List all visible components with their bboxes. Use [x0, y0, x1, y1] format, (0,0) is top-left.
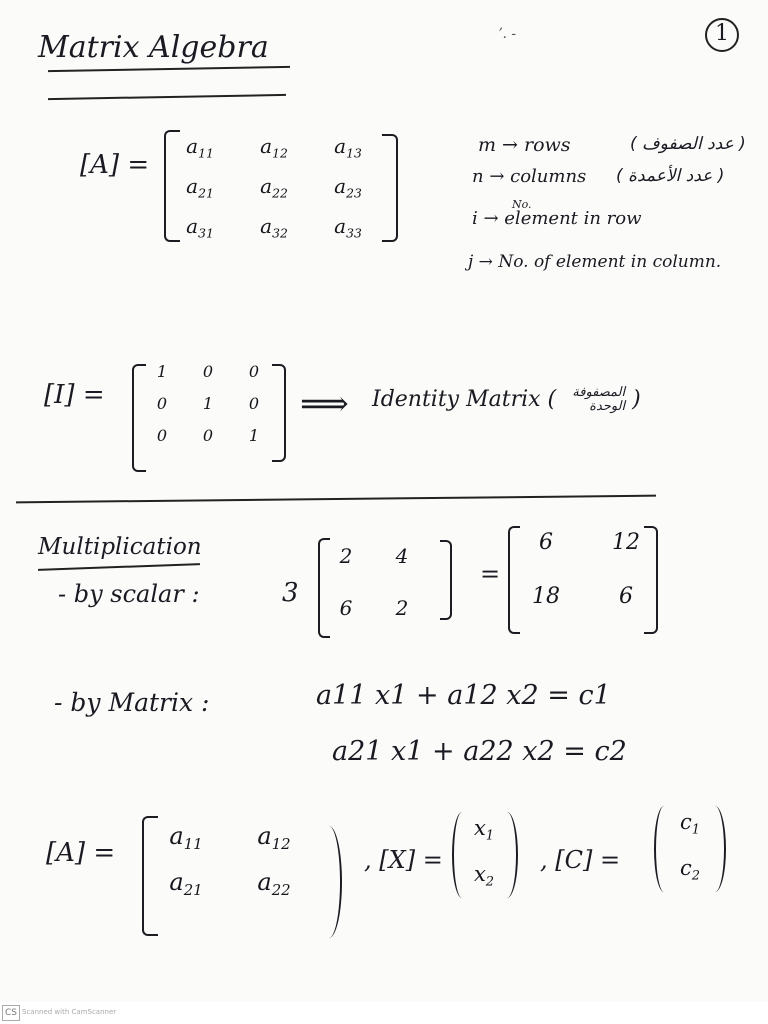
- matrix-cell: $a_{23}$: [334, 174, 362, 201]
- equation-2: a21 x1 + a22 x2 = c2: [332, 736, 627, 767]
- matrix-cell: 0: [156, 426, 168, 445]
- matrix-cell: $a_{12}$: [257, 822, 291, 854]
- stray-mark: ʼ. -: [498, 26, 517, 42]
- matrix-cell: 18: [532, 584, 560, 609]
- bottom-C-label: , [C] =: [540, 846, 621, 874]
- camscanner-logo: CS: [2, 1005, 20, 1021]
- matrix-cell: 0: [202, 362, 214, 381]
- matrix-cell: $a_{22}$: [260, 174, 288, 201]
- matrix-cell: $a_{11}$: [169, 822, 203, 854]
- multiplication-underline: [38, 563, 200, 571]
- camscanner-text: Scanned with CamScanner: [22, 1008, 117, 1016]
- legend-n-arabic: ( عدد الأعمدة ): [616, 166, 725, 186]
- bottom-X-label: , [X] =: [364, 846, 443, 874]
- matrix-cell: $x_2$: [473, 862, 495, 890]
- scalar-equals: =: [480, 560, 501, 588]
- bottom-A-label: [A] =: [46, 838, 116, 868]
- matrix-cell: $a_{22}$: [257, 868, 291, 900]
- matrix-cell: 6: [619, 584, 633, 609]
- legend-i-no: No.: [512, 198, 532, 211]
- matrix-cell: $x_1$: [473, 816, 495, 844]
- title-underline-1: [48, 66, 290, 72]
- matrix-cell: 0: [156, 394, 168, 413]
- legend-i: i → element in row: [472, 208, 642, 229]
- scalar-right-bracket: [440, 540, 452, 620]
- equation-1: a11 x1 + a12 x2 = c1: [316, 680, 611, 711]
- scalar-value: 3: [282, 578, 299, 608]
- matrix-cell: 0: [248, 362, 260, 381]
- identity-desc: [372, 386, 641, 414]
- scanner-footer: [0, 1002, 768, 1024]
- matrix-cell: 0: [202, 426, 214, 445]
- matrix-cell: 0: [248, 394, 260, 413]
- identity-desc-close: ): [632, 387, 641, 412]
- matrix-cell: $c_1$: [679, 810, 701, 838]
- bottom-A-right-paren: [316, 826, 342, 938]
- legend-j: j → No. of element in column.: [468, 252, 722, 272]
- page-number-text: 1: [715, 21, 729, 46]
- matrix-cell: $a_{11}$: [186, 134, 214, 161]
- matrix-cell: 6: [539, 530, 553, 555]
- page-title: Matrix Algebra: [38, 30, 269, 65]
- legend-m-arabic: ( عدد الصفوف ): [630, 134, 746, 154]
- matrix-A-label: [A] =: [80, 150, 150, 180]
- matrix-cell: $a_{32}$: [260, 214, 288, 241]
- multiplication-heading: Multiplication: [38, 534, 202, 560]
- matrix-A-right-bracket: [382, 134, 398, 242]
- identity-desc-text: Identity Matrix (: [372, 387, 557, 412]
- matrix-cell: $a_{21}$: [186, 174, 214, 201]
- legend-n: n → columns: [472, 166, 587, 187]
- matrix-cell: 1: [156, 362, 168, 381]
- by-matrix-label: - by Matrix :: [54, 688, 210, 717]
- matrix-cell: $a_{33}$: [334, 214, 362, 241]
- matrix-cell: 1: [248, 426, 260, 445]
- matrix-cell: 1: [202, 394, 214, 413]
- matrix-cell: 2: [395, 596, 409, 620]
- identity-label: [I] =: [44, 380, 105, 410]
- page-number: [705, 18, 739, 52]
- matrix-cell: 4: [395, 544, 409, 568]
- matrix-cell: $a_{21}$: [169, 868, 203, 900]
- matrix-cell: $a_{31}$: [186, 214, 214, 241]
- identity-desc-arabic: المصفوفة الوحدة: [572, 385, 626, 414]
- title-underline-2: [48, 94, 286, 100]
- legend-m: m → rows: [478, 134, 571, 156]
- scalar-label: - by scalar :: [58, 580, 200, 608]
- matrix-cell: 2: [339, 544, 353, 568]
- matrix-cell: $a_{13}$: [334, 134, 362, 161]
- section-divider: [16, 495, 656, 503]
- matrix-cell: 12: [612, 530, 640, 555]
- identity-arrow: ⟹: [300, 384, 349, 424]
- matrix-cell: 6: [339, 596, 353, 620]
- matrix-cell: $a_{12}$: [260, 134, 288, 161]
- matrix-cell: $c_2$: [679, 856, 701, 884]
